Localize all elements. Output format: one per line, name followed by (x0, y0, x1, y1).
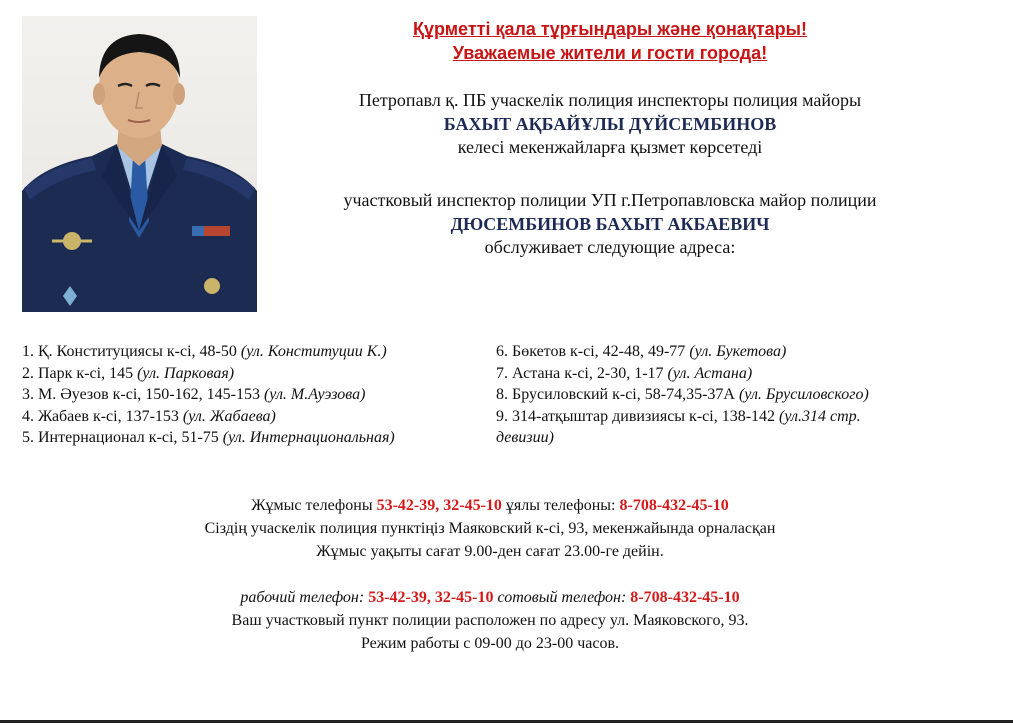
address-list-left (22, 341, 395, 449)
address-item: 3. М. Әуезов к-сі, 150-162, 145-153 (ул. М.Ауэзова) (22, 386, 366, 403)
address-item: 7. Астана к-сі, 2-30, 1-17 (ул. Астана) (496, 364, 753, 382)
contact-ru-hours: Режим работы с 09-00 до 23-00 часов. (360, 635, 619, 652)
mobile-phone-kz: 8-708-432-45-10 (619, 497, 729, 514)
intro-ru-line3: обслуживает следующие адреса: (484, 237, 736, 257)
contact-kz-hours: Жұмыс уақыты сағат 9.00-ден сағат 23.00-ге дейін. (316, 543, 664, 560)
address-item: 1. Қ. Конституциясы к-сі, 48-50 (ул. Конституции К.) (22, 343, 387, 360)
officer-portrait-illustration (22, 16, 257, 312)
address-item: 8. Брусиловский к-сі, 58-74,35-37А (ул. Брусиловского) (496, 386, 869, 403)
greeting-ru: Уважаемые жители и гости города! (452, 43, 768, 63)
address-item: 2. Парк к-сі, 145 (ул. Парковая) (22, 364, 235, 382)
officer-name-kz: БАХЫТ АҚБАЙҰЛЫ ДҮЙСЕМБИНОВ (443, 114, 777, 134)
bottom-divider (0, 720, 1013, 723)
address-item: 6. Бөкетов к-сі, 42-48, 49-77 (ул. Букетова) (496, 343, 787, 360)
officer-portrait-photo (22, 16, 257, 312)
work-phone-ru: 53-42-39, 32-45-10 (368, 589, 494, 606)
contact-kz-phones: Жұмыс телефоны 53-42-39, 32-45-10 ұялы телефоны: 8-708-432-45-10 (251, 497, 729, 514)
address-list-right (496, 341, 869, 449)
address-item: девизии) (496, 429, 554, 446)
address-item: 9. 314-атқыштар дивизиясы к-сі, 138-142 (ул.314 стр. (496, 407, 861, 425)
intro-kz-line3: келесі мекенжайларға қызмет көрсетеді (457, 137, 763, 157)
address-item: 5. Интернационал к-сі, 51-75 (ул. Интернациональная) (22, 429, 395, 446)
intro-ru-line1: участковый инспектор полиции УП г.Петропавловска майор полиции (343, 190, 877, 210)
intro-kz-line1: Петропавл қ. ПБ учаскелік полиция инспекторы полиция майоры (358, 90, 862, 110)
address-item: 4. Жабаев к-сі, 137-153 (ул. Жабаева) (22, 407, 276, 425)
contact-ru-address: Ваш участковый пункт полиции расположен по адресу ул. Маяковского, 93. (231, 612, 749, 629)
mobile-phone-ru: 8-708-432-45-10 (630, 589, 740, 606)
officer-name-ru: ДЮСЕМБИНОВ БАХЫТ АКБАЕВИЧ (450, 214, 770, 234)
work-phone-kz: 53-42-39, 32-45-10 (376, 497, 502, 514)
greeting-kz: Құрметті қала тұрғындары және қонақтары! (412, 19, 808, 39)
contact-ru-phones: рабочий телефон: 53-42-39, 32-45-10 сотовый телефон: 8-708-432-45-10 (240, 589, 740, 606)
contact-kz-address: Сіздің учаскелік полиция пунктіңіз Маяковский к-сі, 93, мекенжайында орналасқан (204, 520, 776, 537)
